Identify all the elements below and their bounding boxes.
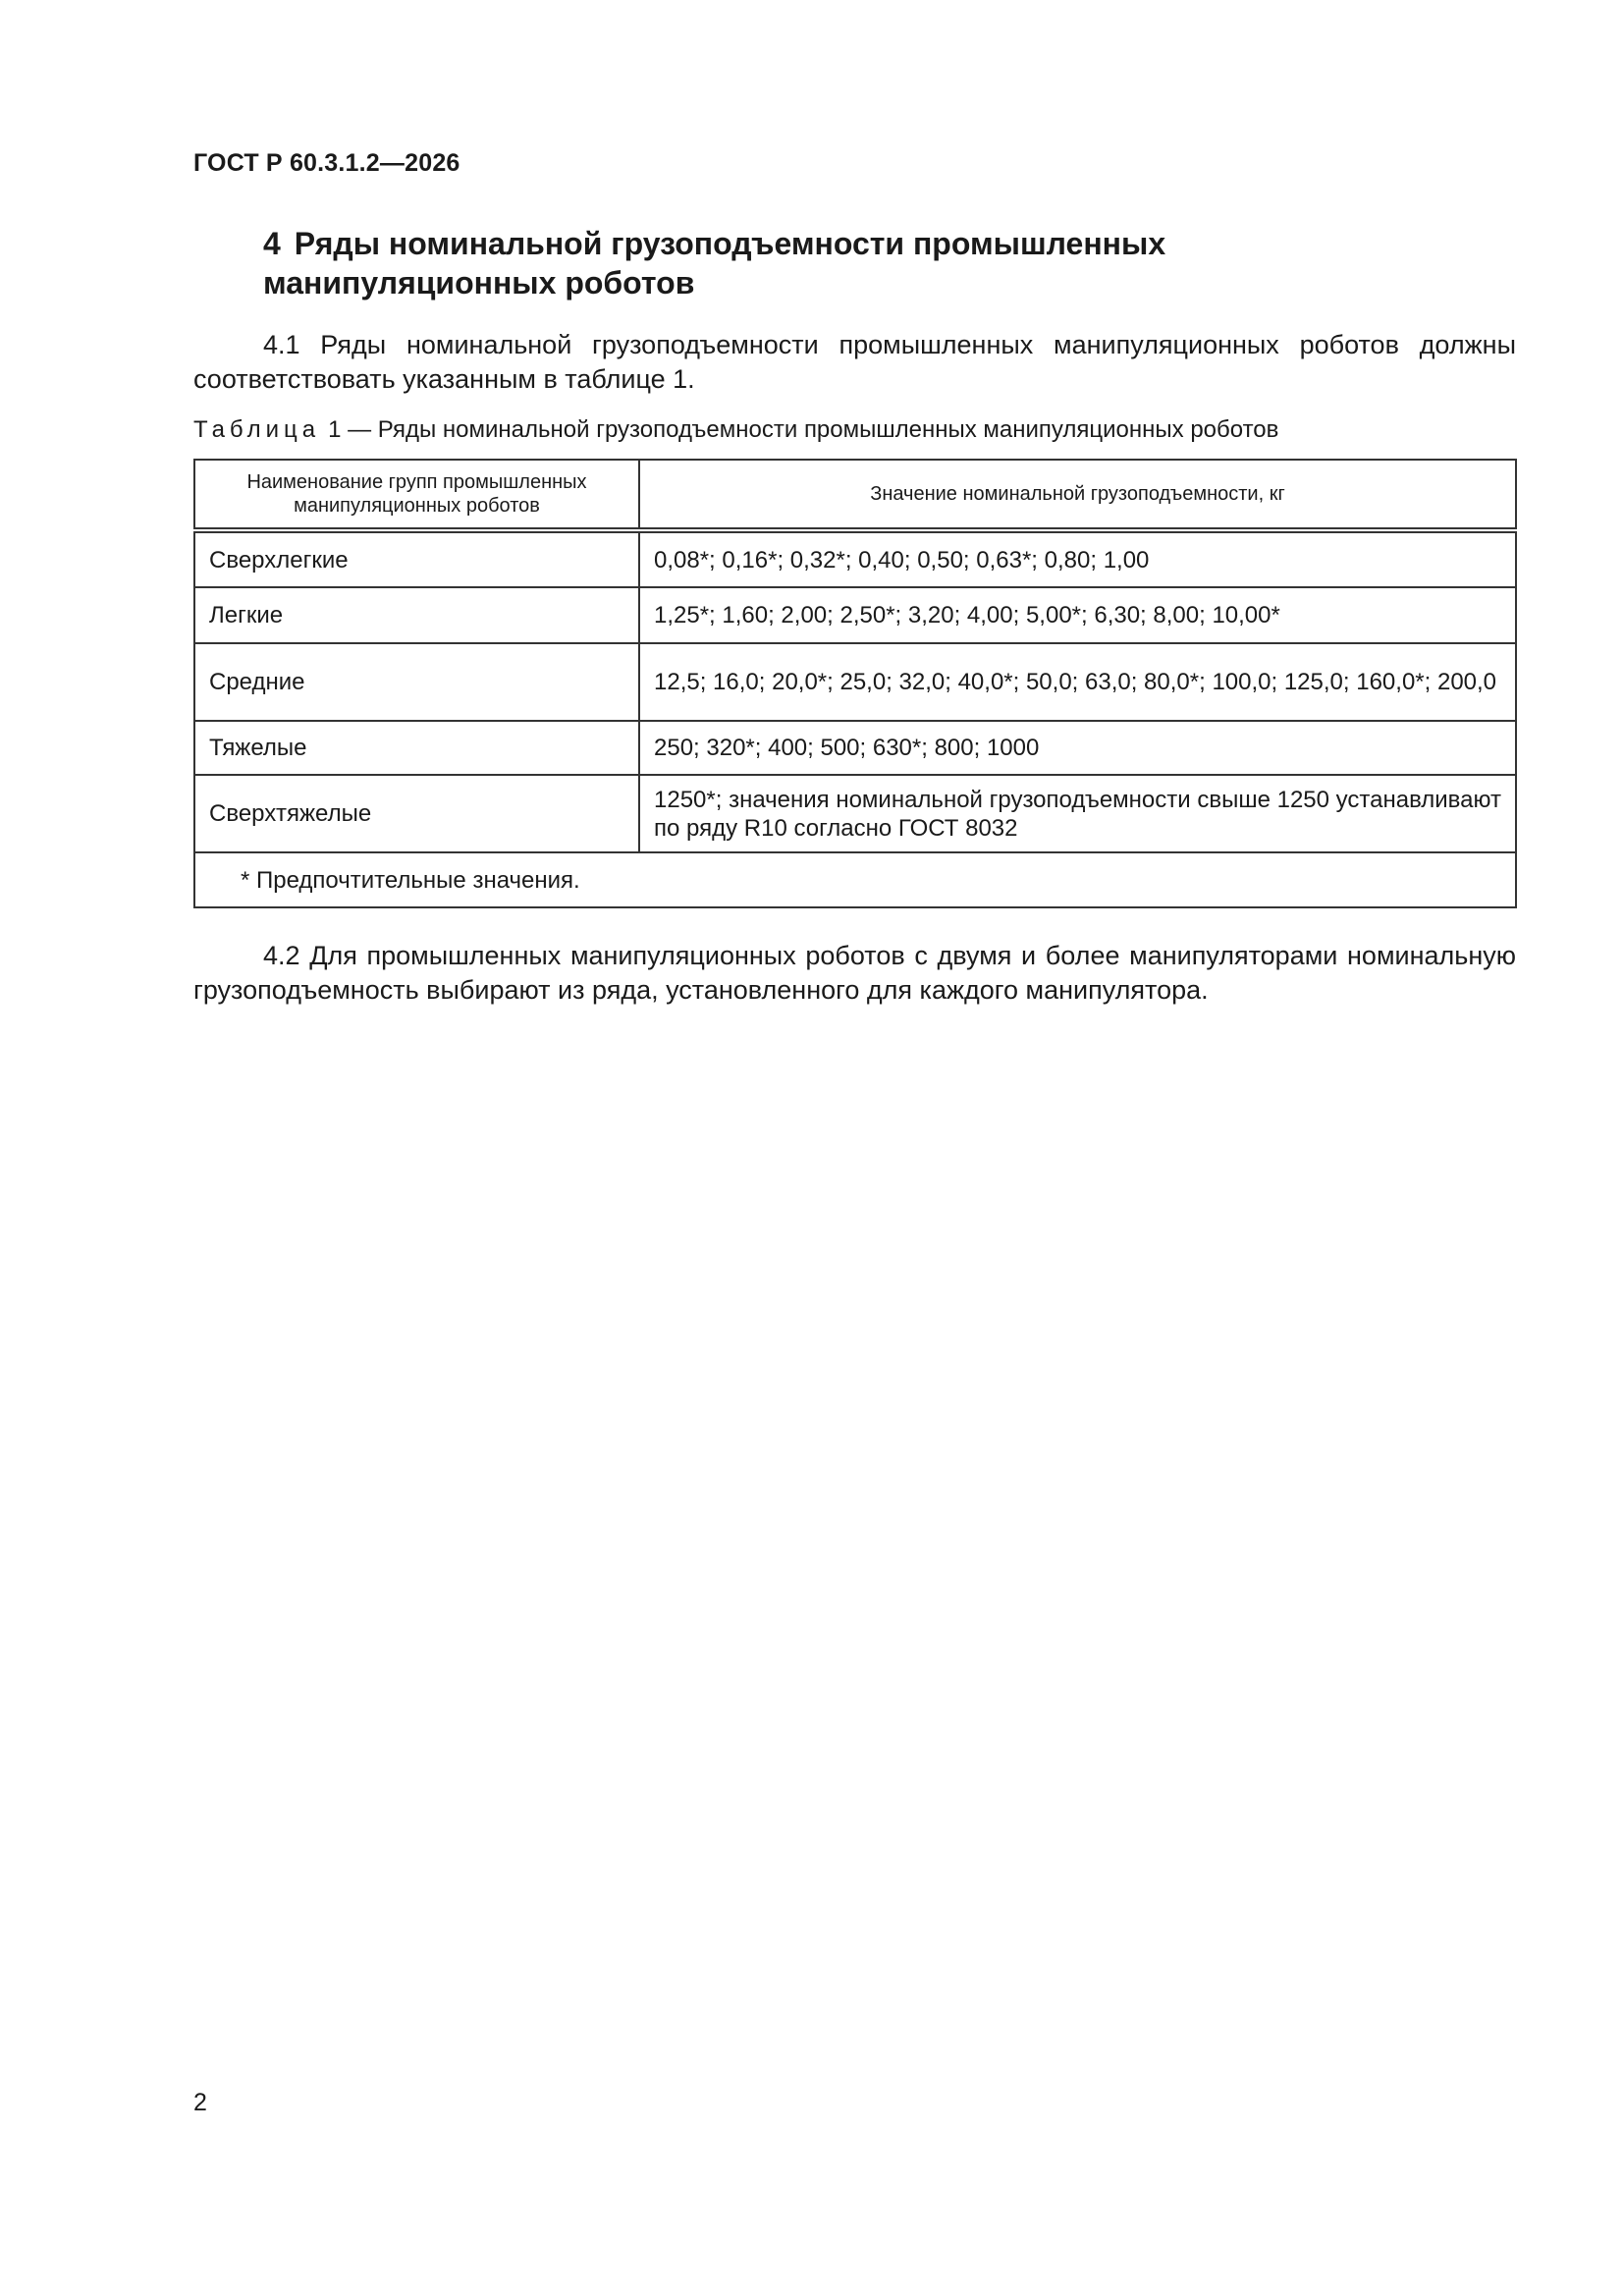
table-footnote: * Предпочтительные значения.	[194, 852, 1516, 907]
cell-values: 1,25*; 1,60; 2,00; 2,50*; 3,20; 4,00; 5,00*; 6,30; 8,00; 10,00*	[639, 587, 1516, 643]
table-row	[194, 775, 1516, 852]
payload-table	[193, 459, 1517, 908]
page-number: 2	[193, 2089, 207, 2116]
cell-group: Тяжелые	[194, 721, 639, 775]
table-caption-label: Таблица	[193, 416, 321, 443]
paragraph-4-1: 4.1 Ряды номинальной грузоподъемности промышленных манипуляционных роботов должны соответствовать указанным в таблице 1.	[193, 330, 1516, 394]
header-group-name: Наименование групп промышленных манипуляционных роботов	[194, 460, 639, 530]
cell-group: Сверхтяжелые	[194, 775, 639, 852]
cell-values: 1250*; значения номинальной грузоподъемности свыше 1250 устанавливают по ряду R10 согласно ГОСТ 8032	[639, 775, 1516, 852]
table-header-row	[194, 460, 1516, 530]
table-footnote-row	[194, 852, 1516, 907]
cell-values: 0,08*; 0,16*; 0,32*; 0,40; 0,50; 0,63*; 0,80; 1,00	[639, 530, 1516, 587]
cell-group: Сверхлегкие	[194, 530, 639, 587]
section-title: Ряды номинальной грузоподъемности промышленных манипуляционных роботов	[263, 226, 1166, 301]
cell-values: 250; 320*; 400; 500; 630*; 800; 1000	[639, 721, 1516, 775]
table-caption	[193, 416, 1278, 444]
table-caption-text: 1 — Ряды номинальной грузоподъемности промышленных манипуляционных роботов	[328, 416, 1279, 443]
cell-values: 12,5; 16,0; 20,0*; 25,0; 32,0; 40,0*; 50,0; 63,0; 80,0*; 100,0; 125,0; 160,0*; 200,0	[639, 643, 1516, 721]
section-number: 4	[263, 226, 281, 261]
table-row	[194, 587, 1516, 643]
table-row	[194, 530, 1516, 587]
table-row	[194, 721, 1516, 775]
header-payload-value: Значение номинальной грузоподъемности, кг	[639, 460, 1516, 530]
section-heading	[263, 224, 1343, 302]
document-code: ГОСТ Р 60.3.1.2—2026	[193, 149, 460, 177]
paragraph-4-2: 4.2 Для промышленных манипуляционных роботов с двумя и более манипуляторами номинальную грузоподъемность выбирают из ряда, установленного для каждого манипулятора.	[193, 941, 1516, 1005]
cell-group: Средние	[194, 643, 639, 721]
table-row	[194, 643, 1516, 721]
cell-group: Легкие	[194, 587, 639, 643]
